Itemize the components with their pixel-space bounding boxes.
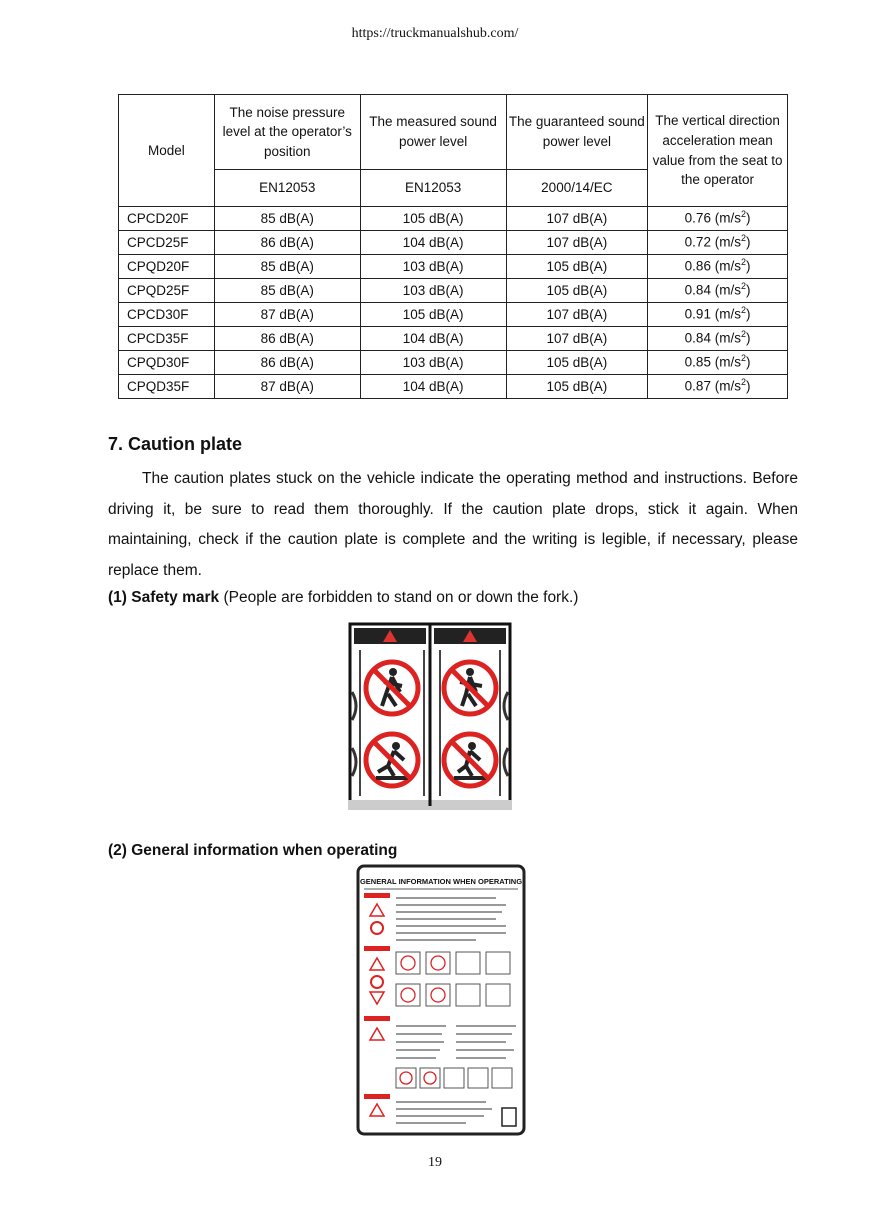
- cell-model: CPCD30F: [119, 303, 215, 327]
- page-number: 19: [428, 1155, 442, 1170]
- accel-paren: ): [745, 306, 751, 322]
- cell-measured: 105 dB(A): [360, 207, 506, 231]
- cell-acceleration: [648, 351, 788, 375]
- safety-mark-figure: [348, 620, 512, 810]
- accel-paren: ): [745, 282, 751, 298]
- accel-superscript: 2: [740, 233, 746, 244]
- noise-table: [118, 94, 788, 399]
- cell-pressure: 85 dB(A): [214, 279, 360, 303]
- cell-measured: 105 dB(A): [360, 303, 506, 327]
- accel-value: 0.84 (m/s: [684, 330, 741, 346]
- table-row: [119, 231, 788, 255]
- header-standard-1: EN12053: [214, 170, 360, 207]
- accel-superscript: 2: [740, 353, 746, 364]
- header-pressure: The noise pressure level at the operator’s position: [214, 95, 360, 170]
- header-measured: The measured sound power level: [360, 95, 506, 170]
- hazard-stripe: [364, 1094, 390, 1099]
- cell-measured: 104 dB(A): [360, 231, 506, 255]
- cell-acceleration: [648, 327, 788, 351]
- cell-acceleration: [648, 279, 788, 303]
- section-paragraph: [108, 464, 798, 586]
- accel-paren: ): [745, 210, 751, 226]
- cell-acceleration: [648, 375, 788, 399]
- cell-model: CPCD25F: [119, 231, 215, 255]
- table-row: [119, 375, 788, 399]
- accel-superscript: 2: [740, 329, 746, 340]
- accel-paren: ): [745, 258, 751, 274]
- accel-superscript: 2: [740, 209, 746, 220]
- no-standing-icon: [366, 662, 418, 714]
- cell-measured: 103 dB(A): [360, 255, 506, 279]
- header-model: Model: [119, 95, 215, 207]
- cell-model: CPQD35F: [119, 375, 215, 399]
- no-standing-icon: [444, 662, 496, 714]
- cell-guaranteed: 107 dB(A): [506, 231, 648, 255]
- cell-guaranteed: 105 dB(A): [506, 255, 648, 279]
- accel-value: 0.91 (m/s: [684, 306, 741, 322]
- header-acceleration: The vertical direction acceleration mean value from the seat to the operator: [648, 95, 788, 207]
- header-guaranteed: The guaranteed sound power level: [506, 95, 648, 170]
- cell-guaranteed: 105 dB(A): [506, 351, 648, 375]
- accel-superscript: 2: [740, 305, 746, 316]
- header-url: https://truckmanualshub.com/: [351, 26, 519, 41]
- cell-guaranteed: 107 dB(A): [506, 207, 648, 231]
- cell-acceleration: [648, 303, 788, 327]
- table-row: [119, 207, 788, 231]
- hazard-stripe: [364, 946, 390, 951]
- cell-pressure: 86 dB(A): [214, 327, 360, 351]
- accel-superscript: 2: [740, 377, 746, 388]
- hazard-stripe: [364, 1016, 390, 1021]
- general-information-plate: [356, 864, 526, 1136]
- cell-acceleration: [648, 231, 788, 255]
- cell-pressure: 85 dB(A): [214, 255, 360, 279]
- cell-pressure: 85 dB(A): [214, 207, 360, 231]
- section-title: 7. Caution plate: [108, 434, 243, 454]
- accel-paren: ): [745, 234, 751, 250]
- no-riding-fork-icon: [444, 734, 496, 786]
- cell-model: CPQD20F: [119, 255, 215, 279]
- accel-paren: ): [745, 354, 751, 370]
- cell-measured: 104 dB(A): [360, 327, 506, 351]
- header-standard-3: 2000/14/EC: [506, 170, 648, 207]
- accel-value: 0.84 (m/s: [684, 282, 741, 298]
- cell-guaranteed: 107 dB(A): [506, 303, 648, 327]
- cell-pressure: 87 dB(A): [214, 375, 360, 399]
- cell-model: CPCD35F: [119, 327, 215, 351]
- cell-acceleration: [648, 255, 788, 279]
- cell-model: CPQD30F: [119, 351, 215, 375]
- accel-superscript: 2: [740, 281, 746, 292]
- cell-guaranteed: 105 dB(A): [506, 375, 648, 399]
- table-row: [119, 351, 788, 375]
- subsection-safety-mark-desc: (People are forbidden to stand on or down the fork.): [219, 589, 579, 606]
- cell-model: CPQD25F: [119, 279, 215, 303]
- cell-guaranteed: 105 dB(A): [506, 279, 648, 303]
- cell-pressure: 86 dB(A): [214, 231, 360, 255]
- accel-value: 0.86 (m/s: [684, 258, 741, 274]
- cell-acceleration: [648, 207, 788, 231]
- accel-paren: ): [745, 378, 751, 394]
- subsection-general-information: (2) General information when operating: [108, 842, 398, 859]
- plate-title: GENERAL INFORMATION WHEN OPERATING: [359, 877, 523, 886]
- accel-value: 0.76 (m/s: [684, 210, 741, 226]
- cell-model: CPCD20F: [119, 207, 215, 231]
- paragraph-text: The caution plates stuck on the vehicle indicate the operating method and instructions. Before driving it, be sure to read them thoroughly. If the caution plate drops, stick it again. When maintaining, check if the caution plate is complete and the writing is legible, if necessary, please replace them.: [108, 470, 798, 579]
- accel-value: 0.72 (m/s: [684, 234, 741, 250]
- cell-guaranteed: 107 dB(A): [506, 327, 648, 351]
- table-row: [119, 255, 788, 279]
- subsection-safety-mark-label: (1) Safety mark: [108, 589, 220, 606]
- cell-measured: 104 dB(A): [360, 375, 506, 399]
- cell-pressure: 86 dB(A): [214, 351, 360, 375]
- accel-value: 0.87 (m/s: [684, 378, 741, 394]
- no-riding-fork-icon: [366, 734, 418, 786]
- accel-paren: ): [745, 330, 751, 346]
- cell-measured: 103 dB(A): [360, 279, 506, 303]
- header-standard-2: EN12053: [360, 170, 506, 207]
- table-row: [119, 303, 788, 327]
- cell-measured: 103 dB(A): [360, 351, 506, 375]
- hazard-stripe: [364, 893, 390, 898]
- table-row: [119, 327, 788, 351]
- subsection-safety-mark: [108, 589, 578, 607]
- accel-superscript: 2: [740, 257, 746, 268]
- cell-pressure: 87 dB(A): [214, 303, 360, 327]
- accel-value: 0.85 (m/s: [684, 354, 741, 370]
- table-row: [119, 279, 788, 303]
